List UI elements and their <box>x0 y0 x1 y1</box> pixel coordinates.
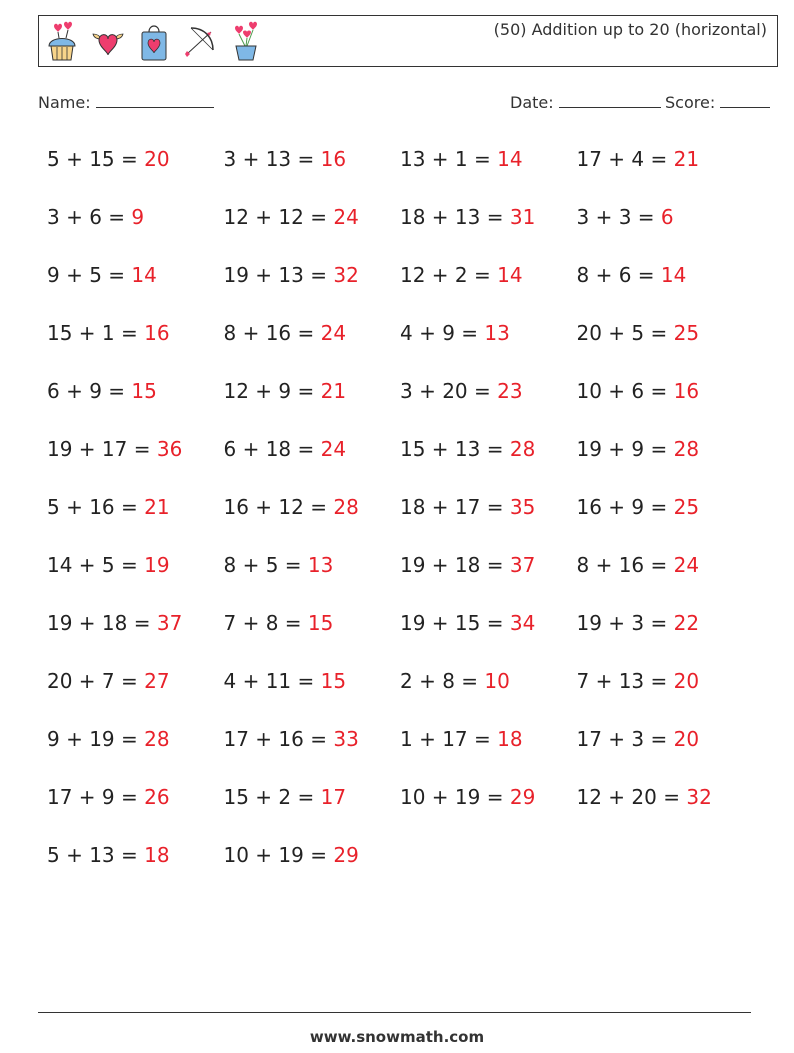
problem-answer: 9 <box>131 205 145 229</box>
problem-item <box>577 669 700 693</box>
score-field <box>665 93 770 112</box>
problem-answer: 29 <box>333 843 359 867</box>
problem-expression: 17 + 16 = <box>223 727 334 751</box>
problem-item <box>224 785 347 809</box>
problem-expression: 10 + 6 = <box>576 379 674 403</box>
problem-item <box>47 147 170 171</box>
problem-item <box>47 379 157 403</box>
problem-answer: 23 <box>497 379 523 403</box>
problem-answer: 15 <box>320 669 347 693</box>
problem-expression: 19 + 18 = <box>47 611 157 635</box>
problem-item <box>577 785 712 809</box>
problem-item <box>224 147 347 171</box>
problem-expression: 14 + 5 = <box>47 553 145 577</box>
problem-answer: 29 <box>509 785 536 809</box>
problem-expression: 12 + 20 = <box>576 785 687 809</box>
problem-answer: 18 <box>144 843 170 867</box>
problem-item <box>577 205 674 229</box>
problem-answer: 37 <box>509 553 536 577</box>
problem-item <box>577 553 700 577</box>
problem-item <box>224 669 347 693</box>
problem-expression: 12 + 9 = <box>223 379 321 403</box>
problem-item <box>577 263 687 287</box>
problem-expression: 18 + 13 = <box>400 205 510 229</box>
problem-expression: 18 + 17 = <box>400 495 510 519</box>
problem-expression: 5 + 16 = <box>47 495 145 519</box>
problem-answer: 15 <box>131 379 157 403</box>
problem-answer: 20 <box>673 727 700 751</box>
problem-expression: 19 + 13 = <box>223 263 334 287</box>
problem-expression: 19 + 15 = <box>400 611 510 635</box>
bow-and-arrow-icon <box>183 20 217 64</box>
problem-item <box>224 553 334 577</box>
problem-item <box>577 379 700 403</box>
problem-expression: 9 + 5 = <box>47 263 132 287</box>
problem-answer: 33 <box>333 727 359 751</box>
problem-expression: 16 + 12 = <box>223 495 334 519</box>
problem-item <box>47 553 170 577</box>
name-field <box>38 93 214 112</box>
problem-answer: 24 <box>333 205 359 229</box>
score-label: Score: <box>665 93 716 112</box>
problem-expression: 10 + 19 = <box>400 785 510 809</box>
problem-answer: 24 <box>673 553 700 577</box>
problem-expression: 20 + 7 = <box>47 669 145 693</box>
problem-answer: 31 <box>509 205 536 229</box>
problem-item <box>400 727 523 751</box>
problem-expression: 8 + 16 = <box>223 321 321 345</box>
footer-url: www.snowmath.com <box>309 1028 485 1046</box>
problem-item <box>224 379 347 403</box>
problem-answer: 24 <box>320 437 347 461</box>
problem-expression: 6 + 9 = <box>47 379 132 403</box>
problem-item <box>577 611 700 635</box>
problem-answer: 37 <box>156 611 183 635</box>
cupcake-hearts-icon <box>45 20 79 64</box>
problem-item <box>577 147 700 171</box>
problem-answer: 26 <box>144 785 170 809</box>
problem-expression: 20 + 5 = <box>576 321 674 345</box>
problem-answer: 16 <box>673 379 700 403</box>
problem-item <box>47 321 170 345</box>
problem-item <box>47 727 170 751</box>
problem-answer: 34 <box>509 611 536 635</box>
problem-expression: 7 + 8 = <box>223 611 308 635</box>
problem-answer: 35 <box>509 495 536 519</box>
problem-expression: 10 + 19 = <box>223 843 334 867</box>
problem-answer: 22 <box>673 611 700 635</box>
problem-item <box>400 321 510 345</box>
problem-item <box>224 611 334 635</box>
problem-expression: 12 + 2 = <box>400 263 498 287</box>
problem-expression: 8 + 6 = <box>576 263 661 287</box>
worksheet-title: (50) Addition up to 20 (horizontal) <box>493 20 767 39</box>
heart-shopping-bag-icon <box>137 20 171 64</box>
problem-answer: 14 <box>131 263 157 287</box>
score-blank <box>720 93 770 108</box>
problem-item <box>47 495 170 519</box>
problem-item <box>224 437 347 461</box>
problem-item <box>224 727 359 751</box>
problem-item <box>400 205 535 229</box>
problem-item <box>224 321 347 345</box>
problem-answer: 13 <box>484 321 510 345</box>
problem-expression: 3 + 13 = <box>223 147 321 171</box>
problem-answer: 16 <box>320 147 347 171</box>
winged-heart-icon <box>91 20 125 64</box>
problem-item <box>400 147 523 171</box>
problem-expression: 19 + 3 = <box>576 611 674 635</box>
name-label: Name: <box>38 93 91 112</box>
problem-answer: 21 <box>144 495 170 519</box>
problem-answer: 21 <box>673 147 700 171</box>
name-blank <box>96 93 214 108</box>
problem-answer: 27 <box>144 669 170 693</box>
problem-expression: 15 + 2 = <box>223 785 321 809</box>
problem-answer: 20 <box>144 147 170 171</box>
problem-item <box>400 263 523 287</box>
problem-item <box>400 495 535 519</box>
problem-answer: 36 <box>156 437 183 461</box>
problem-expression: 3 + 3 = <box>576 205 661 229</box>
problem-answer: 25 <box>673 495 700 519</box>
problem-answer: 24 <box>320 321 347 345</box>
problem-answer: 10 <box>484 669 510 693</box>
problem-answer: 14 <box>660 263 687 287</box>
problem-answer: 28 <box>144 727 170 751</box>
problem-item <box>224 263 359 287</box>
problem-item <box>577 727 700 751</box>
problem-item <box>400 437 535 461</box>
problem-answer: 18 <box>497 727 523 751</box>
problem-expression: 15 + 1 = <box>47 321 145 345</box>
problem-answer: 16 <box>144 321 170 345</box>
problem-answer: 32 <box>686 785 712 809</box>
problem-item <box>577 495 700 519</box>
date-blank <box>559 93 661 108</box>
footer-rule <box>38 1012 751 1013</box>
problem-item <box>400 379 523 403</box>
problem-answer: 28 <box>333 495 359 519</box>
problem-answer: 32 <box>333 263 359 287</box>
problem-answer: 14 <box>497 147 523 171</box>
problem-expression: 5 + 13 = <box>47 843 145 867</box>
problem-expression: 15 + 13 = <box>400 437 510 461</box>
problem-expression: 17 + 9 = <box>47 785 145 809</box>
problem-answer: 25 <box>673 321 700 345</box>
problem-expression: 16 + 9 = <box>576 495 674 519</box>
problem-item <box>47 611 182 635</box>
problem-expression: 12 + 12 = <box>223 205 334 229</box>
heart-flower-pot-icon <box>229 20 263 64</box>
problem-item <box>224 495 359 519</box>
problem-expression: 4 + 9 = <box>400 321 485 345</box>
header-box <box>38 15 778 67</box>
problem-expression: 4 + 11 = <box>223 669 321 693</box>
problem-expression: 19 + 9 = <box>576 437 674 461</box>
problem-answer: 14 <box>497 263 523 287</box>
problem-item <box>577 321 700 345</box>
date-label: Date: <box>510 93 554 112</box>
problem-answer: 21 <box>320 379 347 403</box>
problem-expression: 5 + 15 = <box>47 147 145 171</box>
problem-item <box>224 843 359 867</box>
problem-expression: 7 + 13 = <box>576 669 674 693</box>
date-field <box>510 93 661 112</box>
problem-expression: 19 + 18 = <box>400 553 510 577</box>
problem-answer: 17 <box>320 785 347 809</box>
problem-answer: 15 <box>307 611 334 635</box>
problem-expression: 1 + 17 = <box>400 727 498 751</box>
problem-expression: 6 + 18 = <box>223 437 321 461</box>
problem-answer: 13 <box>307 553 334 577</box>
problem-item <box>400 785 535 809</box>
problem-item <box>400 611 535 635</box>
problem-item <box>224 205 359 229</box>
problem-item <box>47 263 157 287</box>
problem-item <box>47 669 170 693</box>
problem-expression: 19 + 17 = <box>47 437 157 461</box>
problem-answer: 20 <box>673 669 700 693</box>
problem-expression: 8 + 5 = <box>223 553 308 577</box>
problem-answer: 28 <box>509 437 536 461</box>
problem-expression: 3 + 20 = <box>400 379 498 403</box>
problem-item <box>47 437 182 461</box>
problem-item <box>47 205 144 229</box>
problem-item <box>400 553 535 577</box>
problem-expression: 8 + 16 = <box>576 553 674 577</box>
problem-answer: 6 <box>660 205 674 229</box>
problem-item <box>47 843 170 867</box>
problem-answer: 28 <box>673 437 700 461</box>
problem-expression: 17 + 4 = <box>576 147 674 171</box>
problem-expression: 9 + 19 = <box>47 727 145 751</box>
problem-expression: 3 + 6 = <box>47 205 132 229</box>
problem-answer: 19 <box>144 553 170 577</box>
problem-expression: 2 + 8 = <box>400 669 485 693</box>
problem-item <box>47 785 170 809</box>
problem-item <box>577 437 700 461</box>
problem-expression: 17 + 3 = <box>576 727 674 751</box>
problem-item <box>400 669 510 693</box>
problem-expression: 13 + 1 = <box>400 147 498 171</box>
